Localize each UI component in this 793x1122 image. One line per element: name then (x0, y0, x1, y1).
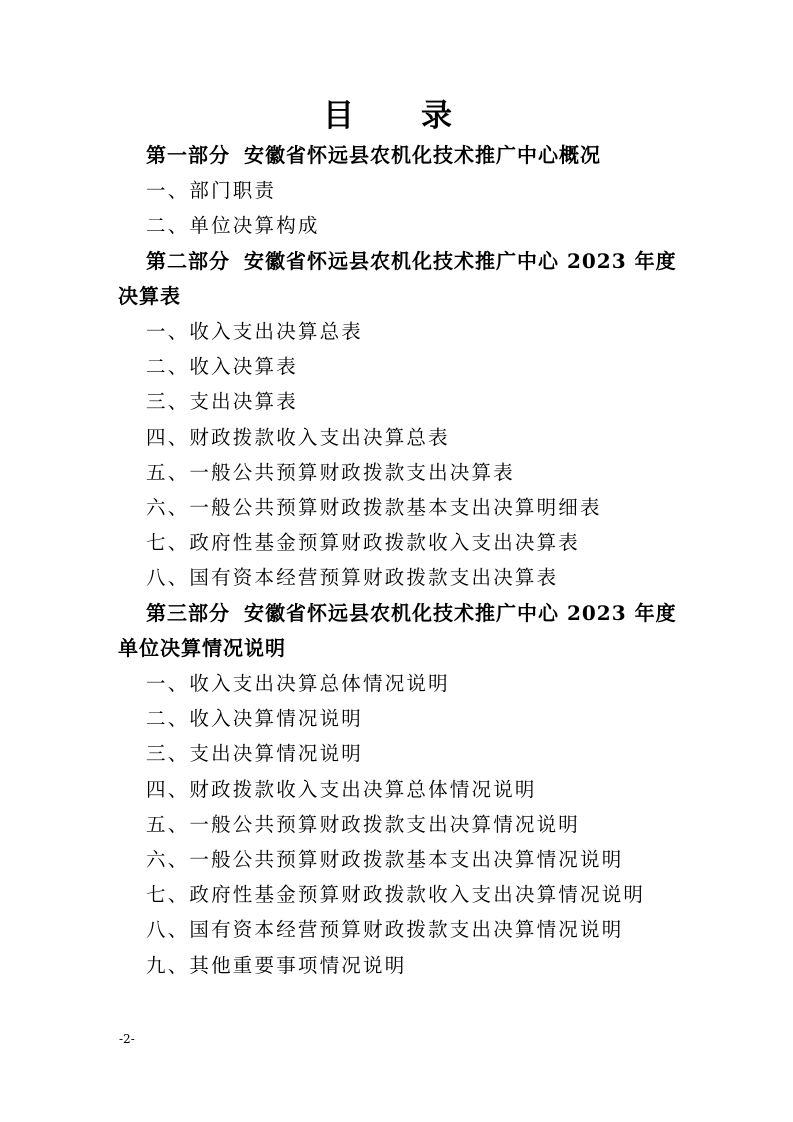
table-of-contents (118, 138, 678, 983)
part-2-label: 第二部分 (146, 248, 230, 273)
part-2-title: 安徽省怀远县农机化技术推广中心 2023 年度决算表 (118, 248, 677, 308)
toc-item: 一、部门职责 (146, 179, 277, 203)
toc-item: 二、收入决算情况说明 (146, 707, 364, 731)
part-3-label: 第三部分 (146, 600, 230, 625)
toc-item: 一、收入支出决算总体情况说明 (146, 672, 450, 696)
part-1-title: 安徽省怀远县农机化技术推广中心概况 (244, 143, 601, 167)
part-3-heading (118, 596, 678, 666)
toc-item: 一、收入支出决算总表 (146, 320, 364, 344)
toc-item: 九、其他重要事项情况说明 (146, 953, 407, 977)
toc-item: 七、政府性基金预算财政拨款收入支出决算表 (146, 531, 581, 555)
toc-item: 四、财政拨款收入支出决算总表 (146, 425, 450, 449)
toc-item: 四、财政拨款收入支出决算总体情况说明 (146, 777, 537, 801)
toc-item: 八、国有资本经营预算财政拨款支出决算表 (146, 566, 559, 590)
part-3-title: 安徽省怀远县农机化技术推广中心 2023 年度单位决算情况说明 (118, 600, 677, 660)
part-2-heading (118, 244, 678, 314)
toc-item: 三、支出决算表 (146, 390, 298, 414)
page-title: 目 录 (323, 98, 470, 134)
toc-item: 八、国有资本经营预算财政拨款支出决算情况说明 (146, 918, 624, 942)
toc-item: 二、收入决算表 (146, 355, 298, 379)
toc-item: 六、一般公共预算财政拨款基本支出决算明细表 (146, 496, 602, 520)
toc-item: 二、单位决算构成 (146, 214, 320, 238)
toc-item: 五、一般公共预算财政拨款支出决算情况说明 (146, 812, 581, 836)
part-1-label: 第一部分 (146, 143, 230, 167)
toc-item: 五、一般公共预算财政拨款支出决算表 (146, 460, 515, 484)
toc-item: 三、支出决算情况说明 (146, 742, 364, 766)
part-1-heading (118, 138, 678, 173)
page-number: -2- (119, 1032, 135, 1046)
toc-item: 七、政府性基金预算财政拨款收入支出决算情况说明 (146, 883, 646, 907)
toc-item: 六、一般公共预算财政拨款基本支出决算情况说明 (146, 848, 624, 872)
